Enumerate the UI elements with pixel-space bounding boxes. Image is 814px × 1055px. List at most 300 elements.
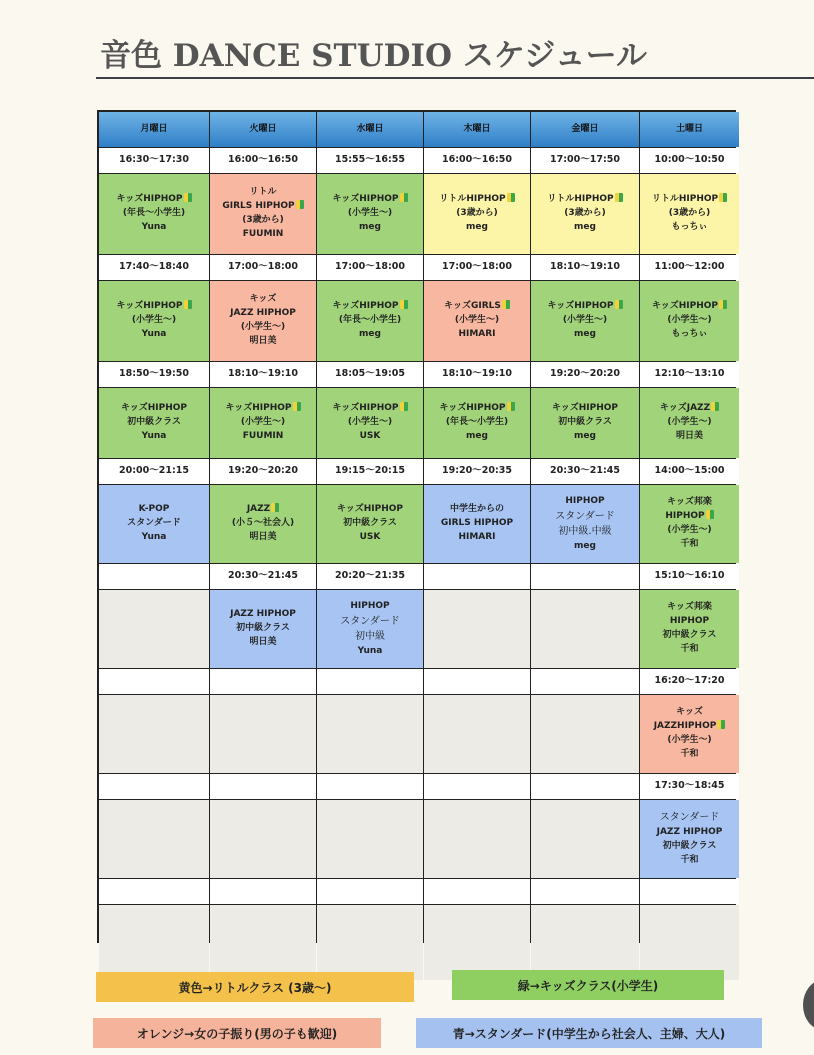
empty-cell: [424, 800, 530, 878]
time-slot: 20:20〜21:35: [317, 564, 423, 589]
class-text: キッズHIPHOP: [116, 301, 183, 312]
class-line: [243, 430, 284, 444]
class-text: K-POP: [138, 504, 170, 515]
class-line: [660, 402, 719, 416]
class-line: [663, 629, 717, 643]
scroll-button[interactable]: [803, 980, 814, 1030]
time-slot: [531, 879, 639, 904]
class-text: スタンダード: [127, 518, 181, 529]
class-line: [574, 540, 596, 554]
class-line: [439, 193, 514, 207]
class-text: GIRLS HIPHOP: [222, 201, 295, 212]
class-line: [232, 517, 294, 531]
beginner-mark-icon: [400, 193, 408, 202]
empty-cell: [99, 590, 209, 668]
class-line: [340, 614, 400, 630]
beginner-mark-icon: [184, 300, 192, 309]
class-line: [230, 307, 296, 321]
class-text: (3歳から): [668, 208, 711, 219]
class-line: [667, 416, 711, 430]
time-slot: [424, 564, 530, 589]
class-text: (3歳から): [564, 208, 606, 219]
class-text: meg: [466, 430, 488, 441]
class-line: [547, 300, 622, 314]
empty-cell: [424, 905, 530, 980]
time-slot: 15:55〜16:55: [317, 148, 423, 173]
class-line: [680, 538, 698, 552]
day-header: 火曜日: [210, 112, 316, 147]
class-line: [558, 416, 612, 430]
time-slot: [99, 774, 209, 799]
class-line: [680, 643, 698, 657]
time-slot: 19:15〜20:15: [317, 459, 423, 484]
class-text: Yuna: [141, 328, 167, 339]
class-text: キッズHIPHOP: [116, 194, 183, 205]
class-text: FUUMIN: [242, 430, 284, 441]
class-text: (小学生〜): [562, 315, 608, 326]
time-slot: [317, 879, 423, 904]
class-text: (小学生〜): [347, 208, 393, 219]
class-line: [142, 430, 167, 444]
empty-cell: [424, 695, 530, 773]
class-text: 明日美: [249, 531, 277, 542]
class-text: HIMARI: [458, 328, 496, 339]
empty-cell: [531, 695, 639, 773]
empty-cell: [531, 800, 639, 878]
day-header: 水曜日: [317, 112, 423, 147]
time-slot: [531, 669, 639, 694]
class-line: [142, 221, 167, 235]
class-line: [547, 193, 622, 207]
class-cell[interactable]: [317, 174, 423, 254]
class-line: [676, 430, 703, 444]
class-cell[interactable]: [99, 485, 209, 563]
time-slot: [424, 669, 530, 694]
class-text: スタンダード: [659, 812, 720, 824]
class-text: 千和: [680, 854, 699, 865]
legend-green: 緑→キッズクラス(小学生): [452, 970, 724, 1000]
class-line: [332, 300, 407, 314]
time-slot: 15:10〜16:10: [640, 564, 739, 589]
class-text: キッズJAZZ: [659, 403, 711, 414]
time-slot: [99, 669, 209, 694]
class-text: 中学生からの: [449, 504, 504, 515]
class-line: [249, 636, 276, 650]
class-text: (小学生〜): [667, 417, 712, 428]
time-slot: 20:30〜21:45: [210, 564, 316, 589]
class-text: リトル: [249, 187, 277, 198]
class-line: [337, 503, 403, 517]
empty-cell: [99, 800, 209, 878]
class-text: meg: [359, 221, 381, 232]
time-slot: [210, 669, 316, 694]
class-line: [241, 321, 285, 335]
time-slot: 18:10〜19:10: [424, 362, 530, 387]
class-cell[interactable]: [640, 174, 739, 254]
class-line: [667, 496, 712, 510]
class-cell[interactable]: [424, 485, 530, 563]
class-cell[interactable]: [210, 174, 316, 254]
beginner-mark-icon: [296, 200, 304, 209]
class-text: リトルHIPHOP: [651, 194, 719, 205]
time-slot: [99, 879, 209, 904]
class-text: (年長〜小学生): [445, 417, 509, 428]
class-text: キッズHIPHOP: [551, 403, 619, 414]
class-line: [121, 402, 187, 416]
class-cell[interactable]: [640, 485, 739, 563]
class-text: (小５〜社会人): [231, 518, 295, 529]
class-line: [671, 221, 707, 235]
time-slot: 16:30〜17:30: [99, 148, 209, 173]
class-text: Yuna: [141, 531, 167, 542]
class-line: [250, 293, 277, 307]
time-slot: [424, 879, 530, 904]
legend-yellow: 黄色→リトルクラス (3歳〜): [96, 972, 414, 1002]
legend-blue: 青→スタンダード(中学生から社会人、主婦、大人): [416, 1018, 762, 1048]
empty-cell: [210, 800, 316, 878]
class-text: キッズHIPHOP: [547, 301, 614, 312]
class-text: 初中級クラス: [558, 417, 612, 428]
time-slot: 16:00〜16:50: [424, 148, 530, 173]
beginner-mark-icon: [271, 503, 279, 512]
class-line: [225, 402, 300, 416]
class-line: [360, 430, 381, 444]
class-line: [663, 840, 717, 854]
class-text: キッズHIPHOP: [120, 403, 188, 414]
beginner-mark-icon: [717, 720, 725, 729]
class-line: [667, 734, 711, 748]
class-line: [660, 810, 720, 826]
class-line: [355, 629, 385, 645]
class-line: [444, 300, 510, 314]
class-line: [657, 826, 723, 840]
class-text: キッズHIPHOP: [439, 403, 506, 414]
class-text: meg: [574, 540, 596, 551]
class-text: 初中級: [355, 631, 385, 642]
beginner-mark-icon: [184, 193, 192, 202]
class-text: 千和: [680, 538, 699, 549]
class-line: [680, 854, 698, 868]
class-line: [332, 402, 407, 416]
class-text: meg: [466, 221, 488, 232]
class-text: キッズGIRLS: [444, 301, 501, 312]
class-text: キッズ邦楽: [667, 602, 712, 613]
class-text: Yuna: [141, 430, 167, 441]
time-slot: 16:20〜17:20: [640, 669, 739, 694]
class-text: HIPHOP: [565, 495, 605, 506]
class-text: (小学生〜): [667, 315, 712, 326]
time-slot: 11:00〜12:00: [640, 255, 739, 280]
class-line: [667, 314, 711, 328]
class-text: JAZZHIPHOP: [653, 721, 717, 732]
class-line: [230, 608, 296, 622]
class-line: [667, 524, 711, 538]
class-line: [222, 200, 303, 214]
class-line: [123, 207, 185, 221]
class-line: [242, 214, 284, 228]
class-text: キッズHIPHOP: [225, 403, 292, 414]
class-cell[interactable]: [210, 281, 316, 361]
class-line: [359, 221, 381, 235]
time-slot: 20:30〜21:45: [531, 459, 639, 484]
class-text: キッズ: [249, 294, 277, 305]
class-cell[interactable]: [424, 281, 530, 361]
class-text: USK: [359, 531, 381, 542]
class-cell[interactable]: [424, 174, 530, 254]
class-line: [247, 503, 279, 517]
class-line: [142, 531, 167, 545]
class-text: meg: [574, 430, 596, 441]
time-slot: 19:20〜20:20: [210, 459, 316, 484]
class-text: 千和: [680, 643, 699, 654]
class-text: meg: [359, 328, 381, 339]
class-line: [116, 193, 191, 207]
time-slot: 12:10〜13:10: [640, 362, 739, 387]
class-line: [236, 622, 290, 636]
class-line: [241, 416, 285, 430]
beginner-mark-icon: [615, 300, 623, 309]
time-slot: 14:00〜15:00: [640, 459, 739, 484]
class-line: [348, 416, 392, 430]
class-line: [139, 503, 170, 517]
class-text: (年長〜小学生): [338, 315, 402, 326]
time-slot: 17:40〜18:40: [99, 255, 209, 280]
class-text: リトルHIPHOP: [547, 194, 614, 205]
time-slot: 18:10〜19:10: [210, 362, 316, 387]
class-line: [359, 328, 381, 342]
beginner-mark-icon: [719, 193, 727, 202]
class-line: [142, 328, 167, 342]
class-text: 初中級クラス: [662, 840, 717, 851]
time-slot: [424, 774, 530, 799]
class-text: キッズ: [676, 707, 703, 718]
class-line: [243, 228, 284, 242]
time-slot: 18:50〜19:50: [99, 362, 209, 387]
class-cell[interactable]: [640, 281, 739, 361]
class-line: [127, 517, 181, 531]
time-slot: 18:05〜19:05: [317, 362, 423, 387]
class-text: (小学生〜): [454, 315, 500, 326]
class-line: [563, 314, 607, 328]
class-text: FUUMIN: [242, 228, 284, 239]
legend-orange: オレンジ→女の子振り(男の子も歓迎): [93, 1018, 381, 1048]
class-text: meg: [574, 328, 596, 339]
class-line: [680, 748, 698, 762]
class-line: [360, 531, 381, 545]
class-cell[interactable]: [531, 174, 639, 254]
class-cell[interactable]: [640, 388, 739, 458]
class-text: HIPHOP: [665, 511, 705, 522]
class-line: [348, 207, 392, 221]
time-slot: [210, 774, 316, 799]
class-text: キッズHIPHOP: [332, 403, 399, 414]
class-line: [446, 416, 508, 430]
empty-cell: [317, 695, 423, 773]
class-line: [652, 193, 727, 207]
class-text: JAZZ HIPHOP: [230, 609, 296, 620]
class-text: (小学生〜): [667, 735, 712, 745]
class-line: [565, 495, 604, 509]
day-header: 金曜日: [531, 112, 639, 147]
time-slot: [99, 564, 209, 589]
day-header: 木曜日: [424, 112, 530, 147]
class-text: キッズHIPHOP: [336, 504, 404, 515]
class-cell[interactable]: [531, 388, 639, 458]
class-line: [552, 402, 618, 416]
class-line: [456, 207, 498, 221]
time-slot: 16:00〜16:50: [210, 148, 316, 173]
class-line: [343, 517, 397, 531]
class-line: [249, 531, 276, 545]
beginner-mark-icon: [711, 402, 719, 411]
class-text: 初中級.中級: [558, 526, 612, 537]
class-cell[interactable]: [424, 388, 530, 458]
class-text: キッズHIPHOP: [332, 194, 399, 205]
class-text: (小学生〜): [240, 417, 286, 428]
time-slot: 19:20〜20:35: [424, 459, 530, 484]
class-cell[interactable]: [640, 695, 739, 773]
beginner-mark-icon: [502, 300, 510, 309]
time-slot: 17:00〜18:00: [317, 255, 423, 280]
beginner-mark-icon: [293, 402, 301, 411]
class-text: 明日美: [249, 335, 277, 346]
class-line: [458, 328, 495, 342]
empty-cell: [99, 905, 209, 980]
class-line: [466, 221, 488, 235]
class-line: [574, 328, 596, 342]
class-cell[interactable]: [210, 388, 316, 458]
day-header: 月曜日: [99, 112, 209, 147]
class-line: [439, 402, 514, 416]
class-text: 初中級クラス: [343, 518, 397, 529]
class-text: (小学生〜): [347, 417, 393, 428]
beginner-mark-icon: [507, 193, 515, 202]
empty-cell: [99, 695, 209, 773]
class-cell[interactable]: [210, 590, 316, 668]
beginner-mark-icon: [507, 402, 515, 411]
time-slot: 17:00〜17:50: [531, 148, 639, 173]
time-slot: 17:30〜18:45: [640, 774, 739, 799]
class-line: [127, 416, 181, 430]
schedule-table: [97, 110, 736, 943]
beginner-mark-icon: [719, 300, 727, 309]
class-line: [458, 531, 495, 545]
class-cell[interactable]: [531, 485, 639, 563]
class-cell[interactable]: [317, 388, 423, 458]
empty-cell: [210, 905, 316, 980]
time-slot: [531, 564, 639, 589]
class-cell[interactable]: [99, 281, 209, 361]
class-line: [652, 300, 727, 314]
class-line: [132, 314, 176, 328]
class-line: [332, 193, 407, 207]
time-slot: [531, 774, 639, 799]
time-slot: 18:10〜19:10: [531, 255, 639, 280]
class-cell[interactable]: [99, 388, 209, 458]
class-line: [669, 207, 711, 221]
class-line: [574, 221, 596, 235]
class-text: USK: [359, 430, 381, 441]
class-text: 明日美: [249, 636, 277, 647]
class-line: [671, 328, 707, 342]
class-line: [249, 186, 276, 200]
time-slot: 17:00〜18:00: [424, 255, 530, 280]
time-slot: 19:20〜20:20: [531, 362, 639, 387]
class-line: [441, 517, 513, 531]
class-text: Yuna: [357, 645, 383, 656]
class-text: 初中級クラス: [662, 630, 717, 640]
empty-cell: [531, 590, 639, 668]
time-slot: [317, 669, 423, 694]
time-slot: 10:00〜10:50: [640, 148, 739, 173]
class-text: (3歳から): [242, 215, 284, 225]
class-line: [574, 430, 596, 444]
beginner-mark-icon: [615, 193, 623, 202]
class-cell[interactable]: [317, 590, 423, 668]
class-text: meg: [574, 221, 596, 232]
class-cell[interactable]: [531, 281, 639, 361]
class-cell[interactable]: [317, 485, 423, 563]
beginner-mark-icon: [400, 300, 408, 309]
class-line: [654, 720, 726, 734]
beginner-mark-icon: [706, 510, 714, 519]
class-text: JAZZ HIPHOP: [656, 826, 723, 837]
day-header: 土曜日: [640, 112, 739, 147]
class-line: [249, 335, 276, 349]
class-cell[interactable]: [99, 174, 209, 254]
page-title: 音色 DANCE STUDIO スケジュール: [100, 38, 647, 74]
class-text: (小学生〜): [131, 315, 177, 326]
class-line: [450, 503, 504, 517]
class-text: GIRLS HIPHOP: [440, 518, 514, 529]
class-text: キッズ邦楽: [667, 497, 712, 508]
class-text: (小学生〜): [667, 525, 712, 535]
class-text: HIPHOP: [350, 600, 390, 611]
class-text: Yuna: [141, 221, 167, 232]
class-line: [676, 706, 703, 720]
empty-cell: [317, 905, 423, 980]
class-line: [455, 314, 499, 328]
class-text: HIMARI: [458, 531, 496, 542]
class-text: HIPHOP: [669, 616, 710, 627]
class-text: 初中級クラス: [127, 417, 181, 428]
time-slot: [317, 774, 423, 799]
class-text: もっちぃ: [671, 221, 708, 232]
empty-cell: [424, 590, 530, 668]
empty-cell: [210, 695, 316, 773]
class-cell[interactable]: [640, 590, 739, 668]
time-slot: [640, 879, 739, 904]
time-slot: [210, 879, 316, 904]
class-line: [667, 601, 712, 615]
beginner-mark-icon: [400, 402, 408, 411]
class-line: [466, 430, 488, 444]
class-line: [339, 314, 401, 328]
class-text: もっちぃ: [671, 328, 708, 339]
class-text: キッズHIPHOP: [651, 301, 719, 312]
class-line: [665, 510, 713, 524]
class-cell[interactable]: [640, 800, 739, 878]
class-text: リトルHIPHOP: [439, 194, 506, 205]
class-cell[interactable]: [317, 281, 423, 361]
empty-cell: [531, 905, 639, 980]
time-slot: 17:00〜18:00: [210, 255, 316, 280]
empty-cell: [640, 905, 739, 980]
class-text: スタンダード: [340, 615, 400, 627]
class-text: 明日美: [675, 430, 703, 441]
class-cell[interactable]: [210, 485, 316, 563]
class-line: [116, 300, 191, 314]
